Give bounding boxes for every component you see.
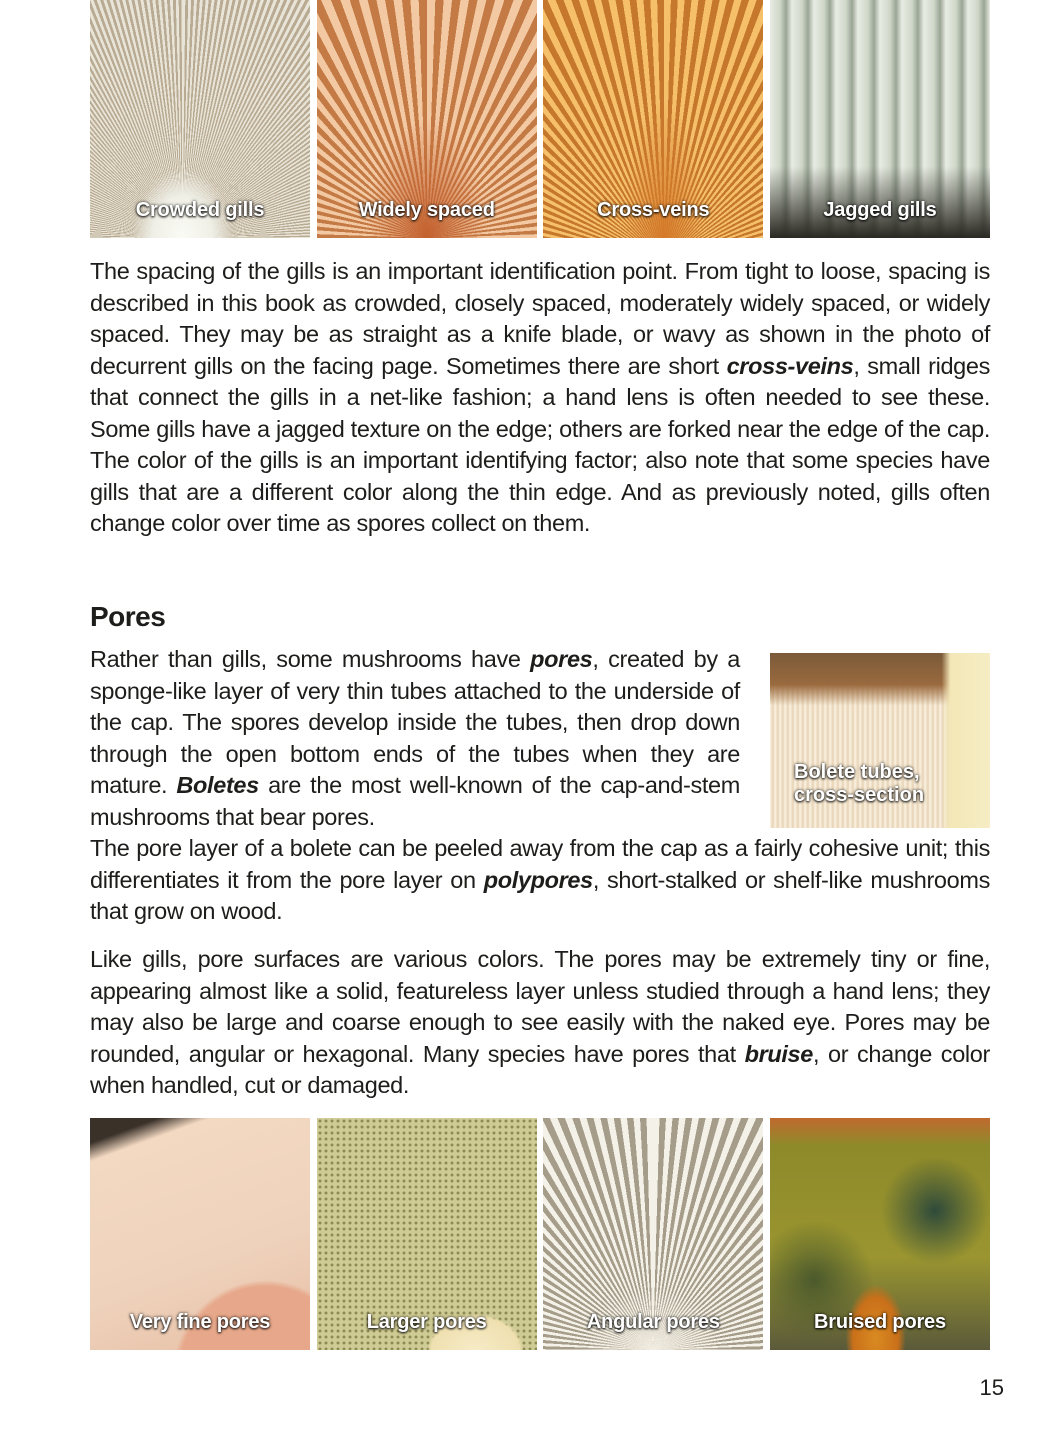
text-run: , short-stalked or shelf-like mushrooms that grow on wood. (90, 866, 990, 924)
top-photo-row (90, 0, 990, 238)
very-fine-pores-photo (90, 1118, 310, 1350)
photo-caption: Jagged gills (823, 199, 937, 221)
larger-pores-photo (317, 1118, 537, 1350)
term-boletes: Boletes (176, 772, 259, 798)
photo-caption: Widely spaced (358, 199, 495, 221)
cross-veins-photo (543, 0, 763, 238)
photo-caption: Bruised pores (814, 1311, 946, 1333)
pores-heading: Pores (90, 601, 166, 632)
text-run: , small ridges that connect the gills in a net-like fashion; a hand lens is often needed to see these. Some gills have a jagged texture on the edge; others are forked near the edge of the cap. The color of the gills is an important identifying factor; also note that some species have gills that are a different color along the thin edge. And as previously noted, gills often change color over time as spores collect on them. (90, 352, 991, 536)
bottom-photo-row (90, 1118, 990, 1350)
jagged-gills-photo (770, 0, 990, 238)
page-number: 15 (979, 1375, 1004, 1400)
term-pores: pores (530, 646, 593, 672)
pore-surfaces-paragraph (90, 944, 990, 1102)
gill-spacing-paragraph (90, 256, 990, 540)
pore-layer-paragraph (90, 833, 990, 928)
photo-caption: Larger pores (366, 1311, 487, 1333)
caption-line: cross-section (794, 784, 925, 806)
text-run: are the most well-known of the cap-and-stem mushrooms that bear pores. (90, 772, 740, 830)
photo-caption (794, 761, 924, 807)
photo-caption: Angular pores (586, 1311, 720, 1333)
widely-spaced-photo (317, 0, 537, 238)
angular-pores-photo (543, 1118, 763, 1350)
text-run: Rather than gills, some mushrooms have (90, 646, 531, 672)
text-run: , created by a sponge-like layer of very thin tubes attached to the underside of the cap. The spores develop inside the tubes, then drop down through the open bottom ends of the tubes when they are mature. (90, 646, 740, 798)
text-run: , or change color when handled, cut or damaged. (90, 1040, 990, 1098)
term-polypores: polypores (483, 866, 593, 893)
photo-caption: Crowded gills (135, 199, 265, 221)
pores-intro-paragraph (90, 644, 740, 833)
photo-caption: Very fine pores (129, 1311, 271, 1333)
crowded-gills-photo (90, 0, 310, 238)
term-bruise: bruise (744, 1040, 813, 1067)
photo-caption: Cross-veins (597, 199, 710, 221)
text-run: The pore layer of a bolete can be peeled away from the cap as a fairly cohesive unit; this differentiates it from the pore layer on (90, 835, 990, 893)
text-run: The spacing of the gills is an important identification point. From tight to loose, spacing is described in this book as crowded, closely spaced, moderately widely spaced, or widely spaced. They may be as straight as a knife blade, or wavy as shown in the photo of decurrent gills on the facing page. Sometimes there are short (90, 258, 990, 379)
bruised-pores-photo (770, 1118, 990, 1350)
caption-line: Bolete tubes, (794, 761, 920, 783)
term-cross-veins: cross-veins (726, 352, 854, 379)
bolete-tubes-photo (770, 653, 990, 828)
text-run: Like gills, pore surfaces are various colors. The pores may be extremely tiny or fine, appearing almost like a solid, featureless layer unless studied through a hand lens; they may also be large and coarse enough to see easily with the naked eye. Pores may be rounded, angular or hexagonal. Many species have pores that (90, 946, 990, 1067)
